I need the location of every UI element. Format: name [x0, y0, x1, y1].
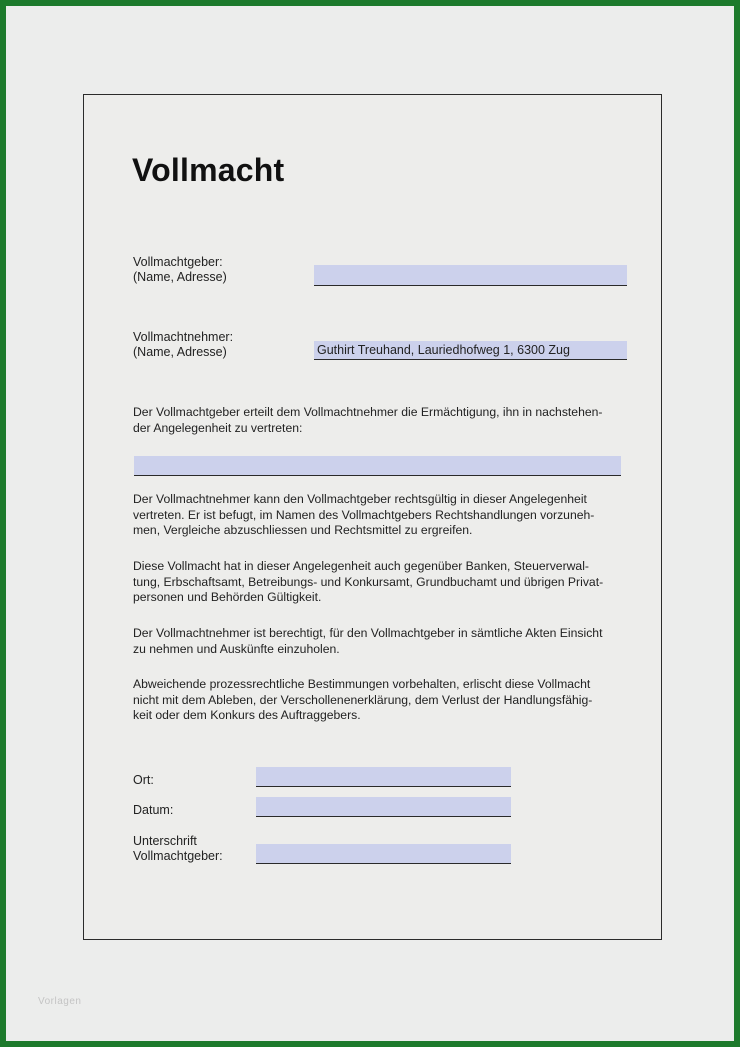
date-field[interactable]	[256, 797, 511, 817]
paragraph-authority: Der Vollmachtnehmer kann den Vollmachtgeber rechtsgültig in dieser Angelegenheit vertreten. Er ist befugt, im Namen des Vollmachtgebers Rechtshandlungen vorzuneh- men, Vergleiche abzuschliessen und Rechtsmittel zu ergreifen.	[133, 492, 595, 538]
matter-field[interactable]	[134, 456, 621, 476]
signature-field[interactable]	[256, 844, 511, 864]
page-title: Vollmacht	[132, 152, 285, 188]
grantor-label: Vollmachtgeber: (Name, Adresse)	[133, 255, 227, 284]
grantee-label: Vollmachtnehmer: (Name, Adresse)	[133, 330, 234, 359]
grantee-field[interactable]	[314, 341, 627, 360]
paragraph-termination: Abweichende prozessrechtliche Bestimmungen vorbehalten, erlischt diese Vollmacht nicht mit dem Ableben, der Verschollenenerklärung, dem Verlust der Handlungsfähig- keit oder dem Konkurs des Auftraggebers.	[133, 677, 593, 723]
signature-label: Unterschrift Vollmachtgeber:	[133, 834, 223, 863]
place-field[interactable]	[256, 767, 511, 787]
paragraph-inspection: Der Vollmachtnehmer ist berechtigt, für den Vollmachtgeber in sämtliche Akten Einsicht zu nehmen und Auskünfte einzuholen.	[133, 626, 603, 656]
watermark: Vorlagen	[38, 996, 82, 1007]
paragraph-validity: Diese Vollmacht hat in dieser Angelegenheit auch gegenüber Banken, Steuerverwal- tung, Erbschaftsamt, Betreibungs- und Konkursamt, Grundbuchamt und übrigen Privat- personen und Behörden Gültigkeit.	[133, 559, 604, 605]
grantee-value: Guthirt Treuhand, Lauriedhofweg 1, 6300 Zug	[317, 343, 570, 357]
date-label: Datum:	[133, 803, 174, 817]
place-label: Ort:	[133, 773, 154, 787]
intro-paragraph: Der Vollmachtgeber erteilt dem Vollmachtnehmer die Ermächtigung, ihn in nachstehen- der Angelegenheit zu vertreten:	[133, 405, 603, 435]
grantor-field[interactable]	[314, 265, 627, 286]
